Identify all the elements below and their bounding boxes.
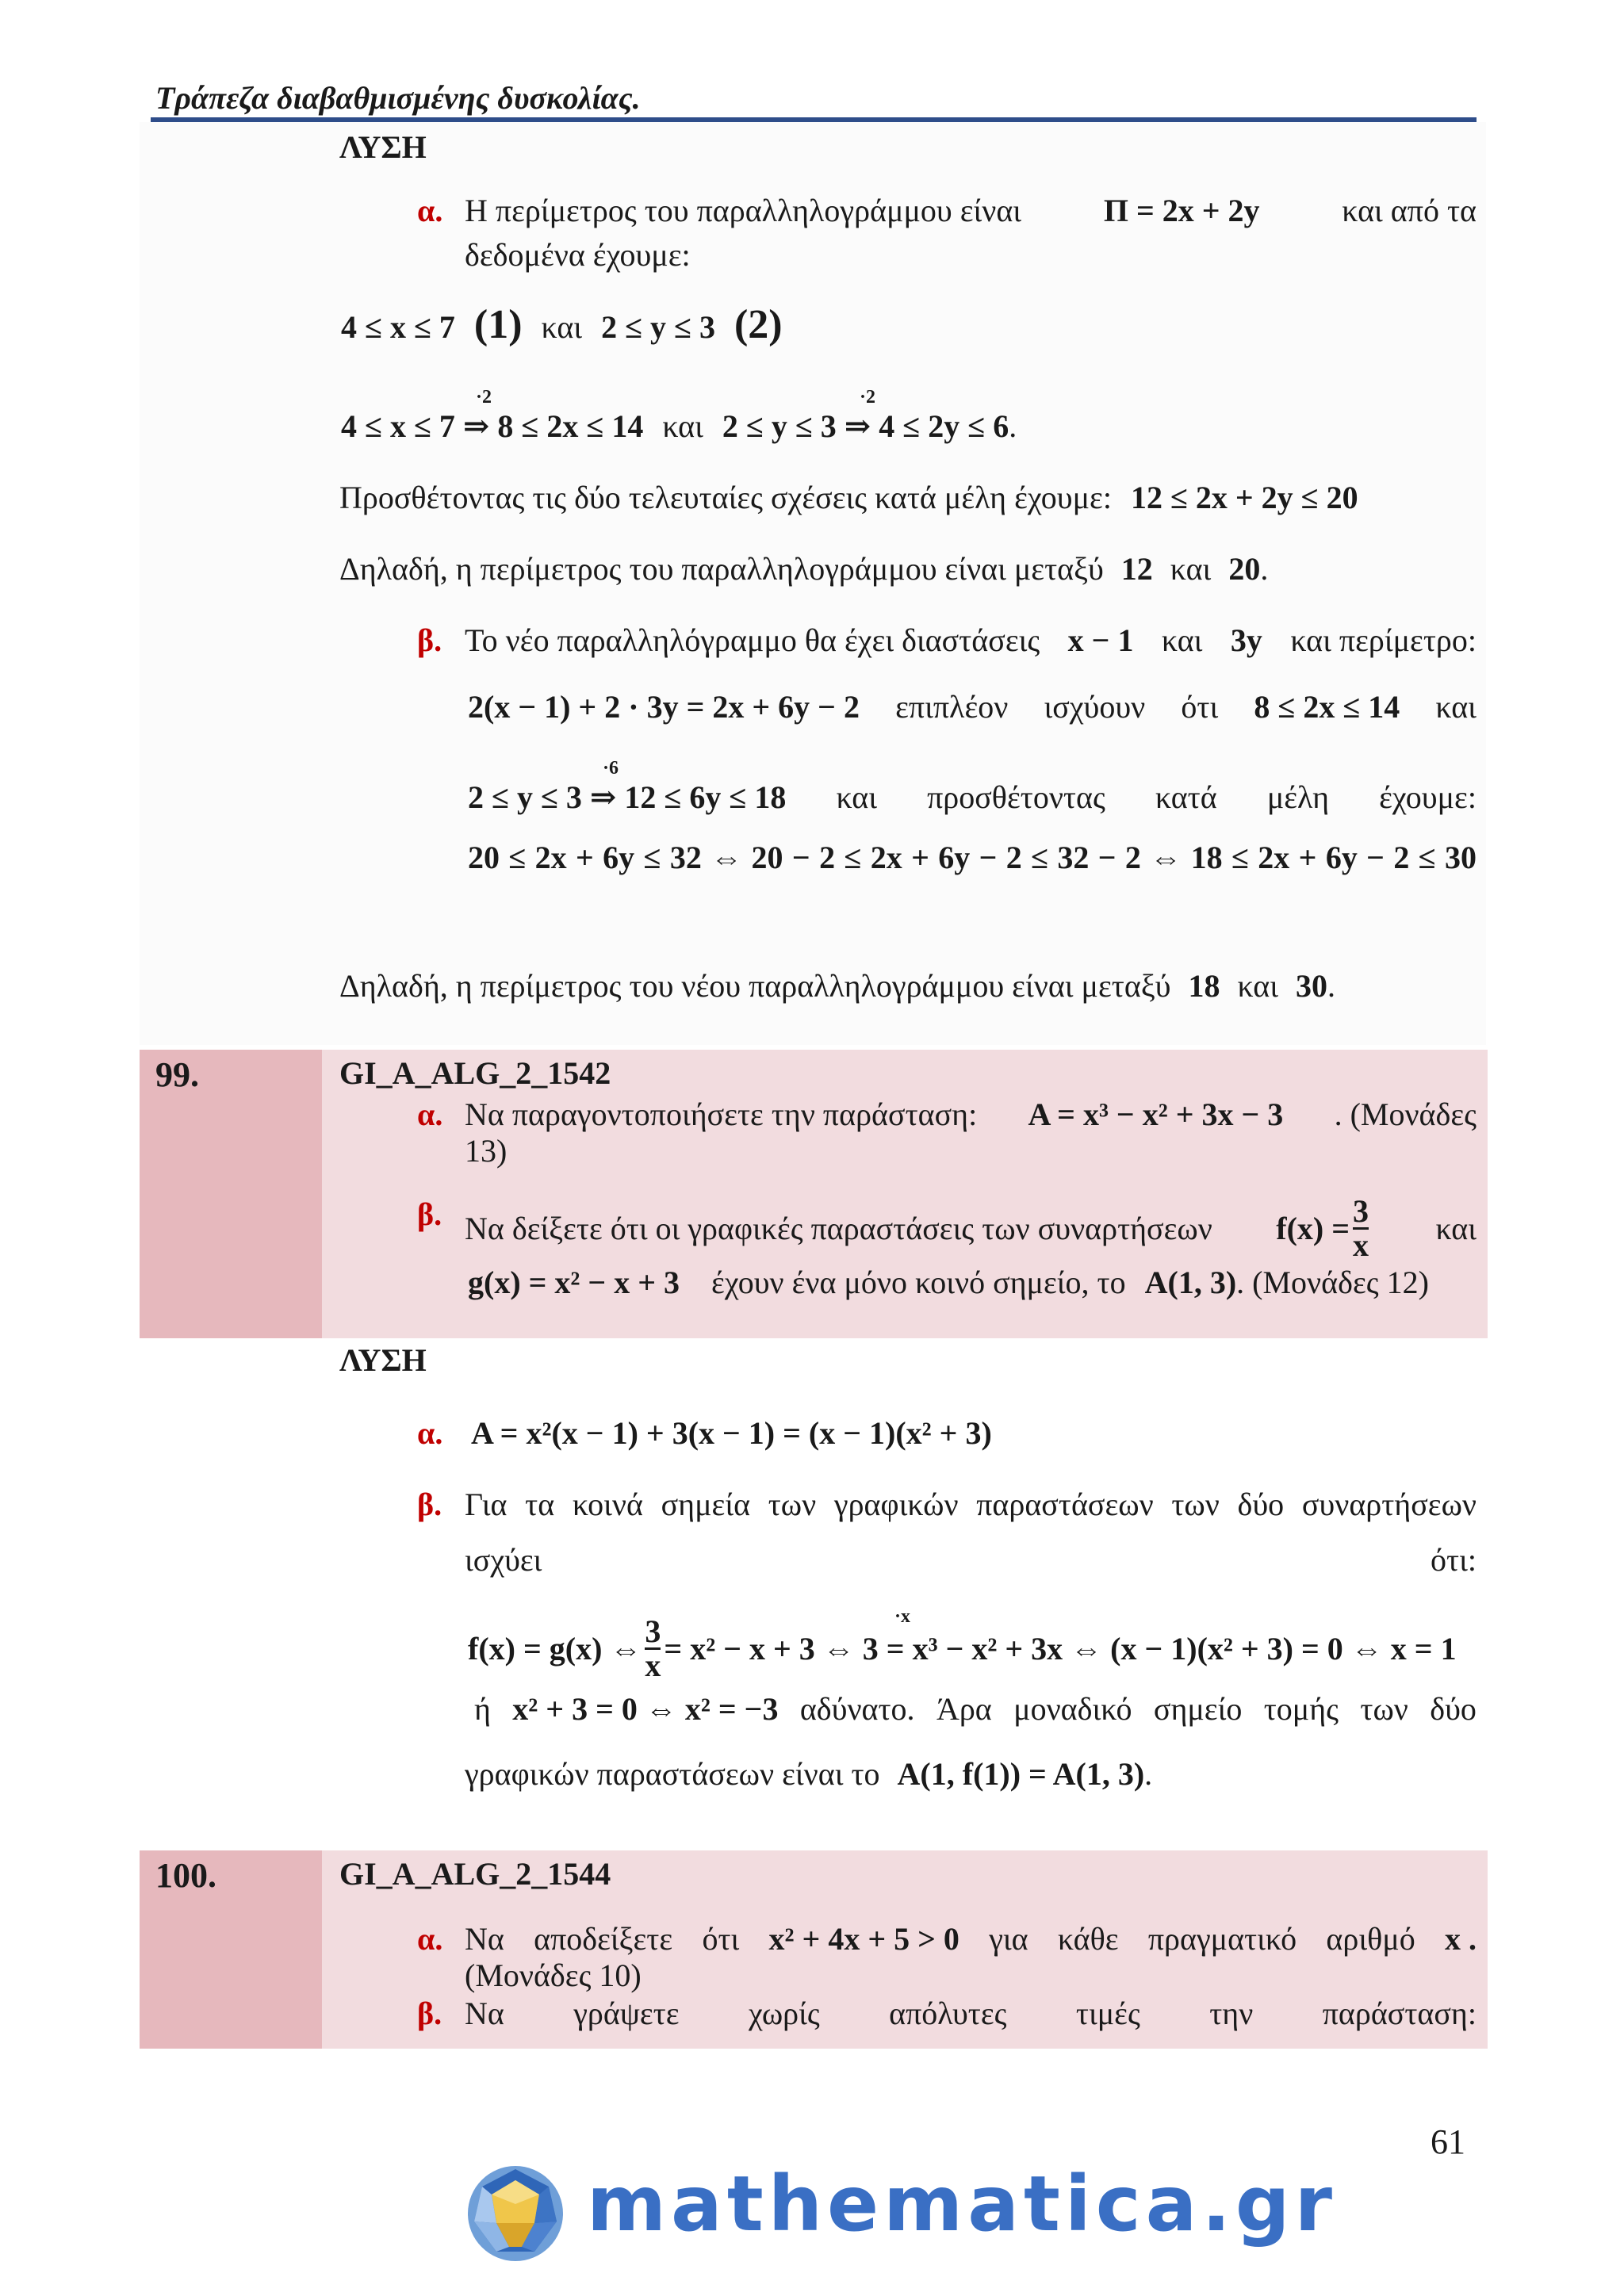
- part-a-label: α.: [417, 1415, 443, 1451]
- word: πραγματικό: [1147, 1921, 1297, 1957]
- problem-number: 100.: [155, 1856, 216, 1895]
- multiplier-label: ·2: [860, 387, 876, 408]
- b-text: Να δείξετε ότι οι γραφικές παραστάσεις των συναρτήσεων: [465, 1210, 1212, 1246]
- perimeter-formula: Π = 2x + 2y: [1103, 193, 1260, 228]
- ineq-2x: 4 ≤ x ≤ 7 ⇒ 8 ≤ 2x ≤ 14: [341, 408, 644, 444]
- word: γράψετε: [573, 1996, 680, 2031]
- ineq-6y: 2 ≤ y ≤ 3 ⇒ 12 ≤ 6y ≤ 18: [468, 779, 787, 815]
- function-g: g(x) = x² − x + 3: [468, 1265, 680, 1300]
- logo-text: mathematica.gr: [587, 2160, 1337, 2248]
- sol99-or-line: [474, 1690, 1477, 1728]
- word: αριθμό: [1326, 1921, 1415, 1957]
- sol1-b-line1: [465, 622, 1477, 660]
- bound-low: 12: [1120, 551, 1153, 587]
- word: κάθε: [1057, 1921, 1119, 1957]
- problem-number: 99.: [155, 1055, 199, 1094]
- p100-b-line1: [465, 1995, 1477, 2033]
- conj: και: [1161, 622, 1203, 658]
- word: για: [989, 1921, 1028, 1957]
- dim-1: x − 1: [1067, 622, 1134, 658]
- word: προσθέτοντας: [927, 779, 1105, 815]
- sol1-a-line2: δεδομένα έχουμε:: [465, 237, 691, 273]
- a-text: Να παραγοντοποιήσετε την παράσταση:: [465, 1096, 978, 1132]
- part-a-label: α.: [417, 1096, 443, 1132]
- word: αδύνατο.: [799, 1691, 915, 1727]
- word: μέλη: [1266, 779, 1330, 815]
- doubled-inequalities: [341, 408, 1017, 446]
- period: .: [1144, 1756, 1153, 1792]
- b-text-end: και περίμετρο:: [1290, 622, 1477, 658]
- solution-heading: ΛΥΣΗ: [339, 1342, 427, 1378]
- word: σημείο: [1153, 1691, 1243, 1727]
- word: απόλυτες: [889, 1996, 1007, 2031]
- word: ότι: [702, 1921, 740, 1957]
- word: ισχύουν: [1044, 689, 1146, 725]
- conclusion-a: [339, 550, 1268, 588]
- part-b-label: β.: [417, 622, 442, 658]
- sol1-b-line2: [468, 688, 1477, 726]
- word: και: [836, 779, 877, 815]
- bound-low: 18: [1188, 968, 1220, 1004]
- word: και: [1435, 689, 1477, 725]
- dim-2: 3y: [1230, 622, 1262, 658]
- fraction: [645, 1613, 661, 1683]
- impossible-eq: x² + 3 = 0 ⇔ x² = −3: [512, 1691, 779, 1727]
- solution-heading: ΛΥΣΗ: [339, 129, 427, 165]
- conj: και: [541, 309, 583, 345]
- word: κατά: [1155, 779, 1217, 815]
- word: ότι:: [1431, 1542, 1477, 1578]
- numerator: 3: [1353, 1193, 1369, 1229]
- page-number: 61: [1431, 2122, 1465, 2161]
- multiplier-label: ·6: [603, 758, 619, 779]
- new-perimeter: 2(x − 1) + 2 · 3y = 2x + 6y − 2: [468, 689, 860, 725]
- word: μοναδικό: [1013, 1691, 1132, 1727]
- intersection-point: A(1, f(1)) = A(1, 3): [897, 1756, 1145, 1792]
- word: δύο: [1430, 1691, 1477, 1727]
- sum-line: [339, 479, 1358, 517]
- word: ισχύει: [465, 1542, 542, 1578]
- function-f: [1276, 1193, 1372, 1263]
- eq-right: = x² − x + 3 ⇔ 3 = x³ − x² + 3x ⇔ (x − 1)(x² + 3) = 0 ⇔ x = 1: [664, 1630, 1457, 1667]
- multiplier-label: ·x: [894, 1606, 911, 1627]
- sum-text: Προσθέτοντας τις δύο τελευταίες σχέσεις κατά μέλη έχουμε:: [339, 480, 1112, 515]
- word: ή: [474, 1691, 491, 1727]
- conclusion-text: Δηλαδή, η περίμετρος του νέου παραλληλογράμμου είναι μεταξύ: [339, 968, 1171, 1004]
- conclusion-b: [339, 967, 1335, 1005]
- word: Να: [465, 1996, 504, 2031]
- marks: . (Μονάδες: [1334, 1096, 1477, 1132]
- variable-x: x .: [1444, 1921, 1477, 1957]
- period: .: [1327, 968, 1335, 1004]
- eq-left: f(x) = g(x) ⇔: [468, 1630, 642, 1667]
- word: έχουμε:: [1379, 779, 1477, 815]
- combined-inequality: 20 ≤ 2x + 6y ≤ 32 ⇔ 20 − 2 ≤ 2x + 6y − 2 ≤ 32 − 2 ⇔ 18 ≤ 2x + 6y − 2 ≤ 30: [468, 840, 1477, 875]
- denominator: x: [1353, 1227, 1369, 1263]
- problem-code: GI_A_ALG_2_1544: [339, 1856, 611, 1892]
- sum-math: 12 ≤ 2x + 2y ≤ 20: [1130, 480, 1358, 515]
- word: τομής: [1263, 1691, 1339, 1727]
- numerator: 3: [645, 1613, 661, 1649]
- quadratic-inequality: x² + 4x + 5 > 0: [768, 1921, 959, 1957]
- factorization: A = x²(x − 1) + 3(x − 1) = (x − 1)(x² + 3): [471, 1415, 992, 1451]
- word: Να: [465, 1921, 504, 1957]
- p99-a-line1: [465, 1096, 1477, 1134]
- period: .: [1260, 551, 1269, 587]
- p100-a-line1: [465, 1920, 1477, 1958]
- part-b-label: β.: [417, 1996, 442, 2031]
- problem-code: GI_A_ALG_2_1542: [339, 1055, 611, 1091]
- polyhedron-logo-icon: [466, 2164, 565, 2263]
- ineq-y: 2 ≤ y ≤ 3: [601, 309, 715, 345]
- sol1-a-line1: [465, 192, 1477, 230]
- p99-b-line2: [468, 1264, 1429, 1302]
- word: επιπλέον: [895, 689, 1009, 725]
- word: των: [1360, 1691, 1408, 1727]
- tag-2: (2): [733, 302, 783, 347]
- part-b-label: β.: [417, 1487, 442, 1522]
- conj: και: [1237, 968, 1278, 1004]
- part-b-label: β.: [417, 1196, 442, 1232]
- given-inequalities: [341, 302, 783, 347]
- bound-high: 30: [1296, 968, 1327, 1004]
- denominator: x: [645, 1647, 661, 1683]
- intersection-equation: [468, 1613, 1457, 1683]
- conj: και: [1170, 551, 1212, 587]
- word: τιμές: [1075, 1996, 1140, 2031]
- text: γραφικών παραστάσεων είναι το: [465, 1756, 880, 1792]
- part-a-label: α.: [417, 1921, 443, 1957]
- ineq-2x: 8 ≤ 2x ≤ 14: [1254, 689, 1400, 725]
- point-A: A(1, 3): [1144, 1265, 1237, 1300]
- word: Άρα: [936, 1691, 992, 1727]
- conclusion-text: Δηλαδή, η περίμετρος του παραλληλογράμμου είναι μεταξύ: [339, 551, 1104, 587]
- expression-A: A = x³ − x² + 3x − 3: [1028, 1096, 1284, 1132]
- b-text: έχουν ένα μόνο κοινό σημείο, το: [711, 1265, 1126, 1300]
- b-text: Το νέο παραλληλόγραμμο θα έχει διαστάσεις: [465, 622, 1040, 658]
- conj: και: [662, 408, 703, 444]
- multiplier-label: ·2: [476, 387, 492, 408]
- conj: και: [1435, 1210, 1477, 1246]
- word: ότι: [1181, 689, 1219, 725]
- bound-high: 20: [1228, 551, 1261, 587]
- marks-cont: 13): [465, 1133, 508, 1169]
- sol99-b-line2: [465, 1541, 1477, 1579]
- fraction: [1353, 1193, 1369, 1263]
- tag-1: (1): [473, 302, 523, 347]
- ineq-x: 4 ≤ x ≤ 7: [341, 309, 455, 345]
- word: την: [1209, 1996, 1254, 2031]
- marks: . (Μονάδες 12): [1236, 1265, 1429, 1300]
- sol1-a-text: Η περίμετρος του παραλληλογράμμου είναι: [465, 193, 1022, 228]
- word: αποδείξετε: [534, 1921, 673, 1957]
- f-lhs: f(x) =: [1276, 1210, 1350, 1246]
- marks: (Μονάδες 10): [465, 1957, 642, 1993]
- part-a-label: α.: [417, 193, 443, 228]
- sol99-last-line: [465, 1755, 1152, 1793]
- sol99-b-line1: Για τα κοινά σημεία των γραφικών παραστάσεων των δύο συναρτήσεων: [465, 1487, 1477, 1522]
- running-header: Τράπεζα διαβαθμισμένης δυσκολίας.: [155, 80, 641, 116]
- sol1-a-text-right: και από τα: [1342, 193, 1477, 228]
- ineq-2y: 2 ≤ y ≤ 3 ⇒ 4 ≤ 2y ≤ 6: [722, 408, 1009, 444]
- word: χωρίς: [748, 1996, 820, 2031]
- period: .: [1009, 408, 1017, 444]
- word: παράσταση:: [1322, 1996, 1477, 2031]
- sol1-b-line3: [468, 779, 1477, 817]
- p99-b-line1: [465, 1193, 1477, 1263]
